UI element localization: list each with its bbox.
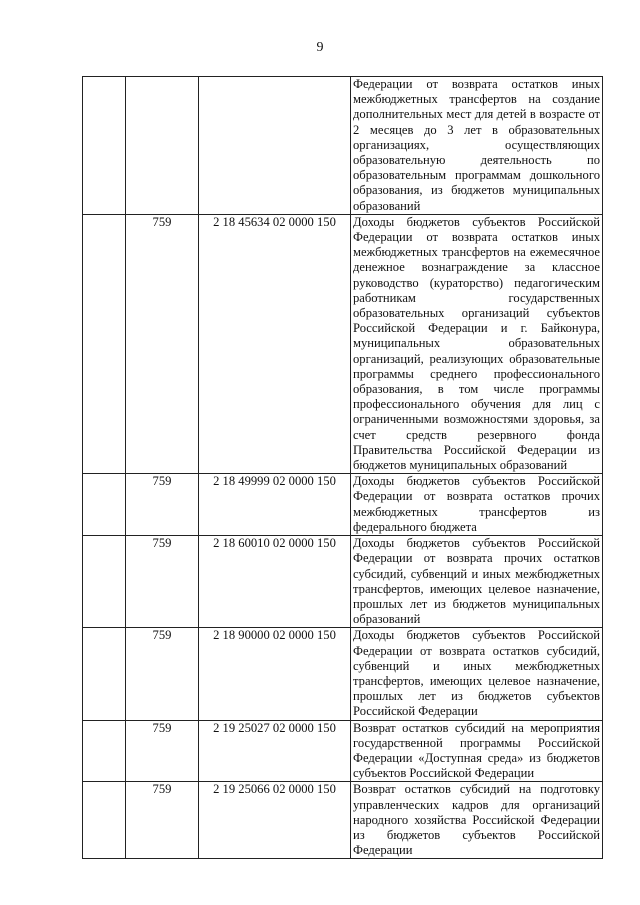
table-row — [83, 77, 603, 215]
row-number-cell — [83, 214, 126, 473]
description-cell: Федерации от возврата остатков иных межбюджетных трансфертов на создание дополнительных мест для детей в возрасте от 2 месяцев до 3 лет в образовательных организациях, осуществляющих образовательную деятельность по образовательным программам дошкольного образования, из бюджетов муниципальных образований — [351, 77, 603, 215]
description-cell: Доходы бюджетов субъектов Российской Федерации от возврата прочих остатков субсидий, субвенций и иных межбюджетных трансфертов, имеющих целевое назначение, прошлых лет из бюджетов муниципальных образований — [351, 536, 603, 628]
budget-code-cell: 2 18 49999 02 0000 150 — [199, 474, 351, 536]
table-row — [83, 214, 603, 473]
budget-code-cell — [199, 77, 351, 215]
admin-code-cell: 759 — [126, 536, 199, 628]
budget-codes-table — [82, 76, 603, 859]
table-row — [83, 628, 603, 720]
description-cell: Возврат остатков субсидий на подготовку управленческих кадров для организаций народного хозяйства Российской Федерации из бюджетов субъектов Российской Федерации — [351, 782, 603, 859]
admin-code-cell — [126, 77, 199, 215]
admin-code-cell: 759 — [126, 628, 199, 720]
table-row — [83, 720, 603, 782]
table-row — [83, 536, 603, 628]
admin-code-cell: 759 — [126, 782, 199, 859]
description-cell: Доходы бюджетов субъектов Российской Федерации от возврата остатков иных межбюджетных трансфертов на ежемесячное денежное вознаграждение за классное руководство (кураторство) педагогическим работникам государственных образовательных организаций субъектов Российской Федерации и г. Байконура, муниципальных образовательных организаций, реализующих образовательные программы среднего профессионального образования, в том числе программы профессионального обучения для лиц с ограниченными возможностями здоровья, за счет средств резервного фонда Правительства Российской Федерации из бюджетов муниципальных образований — [351, 214, 603, 473]
table-row — [83, 782, 603, 859]
admin-code-cell: 759 — [126, 214, 199, 473]
row-number-cell — [83, 720, 126, 782]
table-row — [83, 474, 603, 536]
page-number: 9 — [316, 40, 324, 55]
budget-code-cell: 2 19 25027 02 0000 150 — [199, 720, 351, 782]
budget-code-cell: 2 18 90000 02 0000 150 — [199, 628, 351, 720]
budget-code-cell: 2 18 60010 02 0000 150 — [199, 536, 351, 628]
description-cell: Возврат остатков субсидий на мероприятия государственной программы Российской Федерации «Доступная среда» из бюджетов субъектов Российской Федерации — [351, 720, 603, 782]
row-number-cell — [83, 782, 126, 859]
budget-code-cell: 2 19 25066 02 0000 150 — [199, 782, 351, 859]
admin-code-cell: 759 — [126, 720, 199, 782]
row-number-cell — [83, 536, 126, 628]
row-number-cell — [83, 628, 126, 720]
description-cell: Доходы бюджетов субъектов Российской Федерации от возврата остатков прочих межбюджетных трансфертов из федерального бюджета — [351, 474, 603, 536]
row-number-cell — [83, 474, 126, 536]
admin-code-cell: 759 — [126, 474, 199, 536]
row-number-cell — [83, 77, 126, 215]
budget-code-cell: 2 18 45634 02 0000 150 — [199, 214, 351, 473]
description-cell: Доходы бюджетов субъектов Российской Федерации от возврата остатков субсидий, субвенций и иных межбюджетных трансфертов, имеющих целевое назначение, прошлых лет из бюджетов субъектов Российской Федерации — [351, 628, 603, 720]
